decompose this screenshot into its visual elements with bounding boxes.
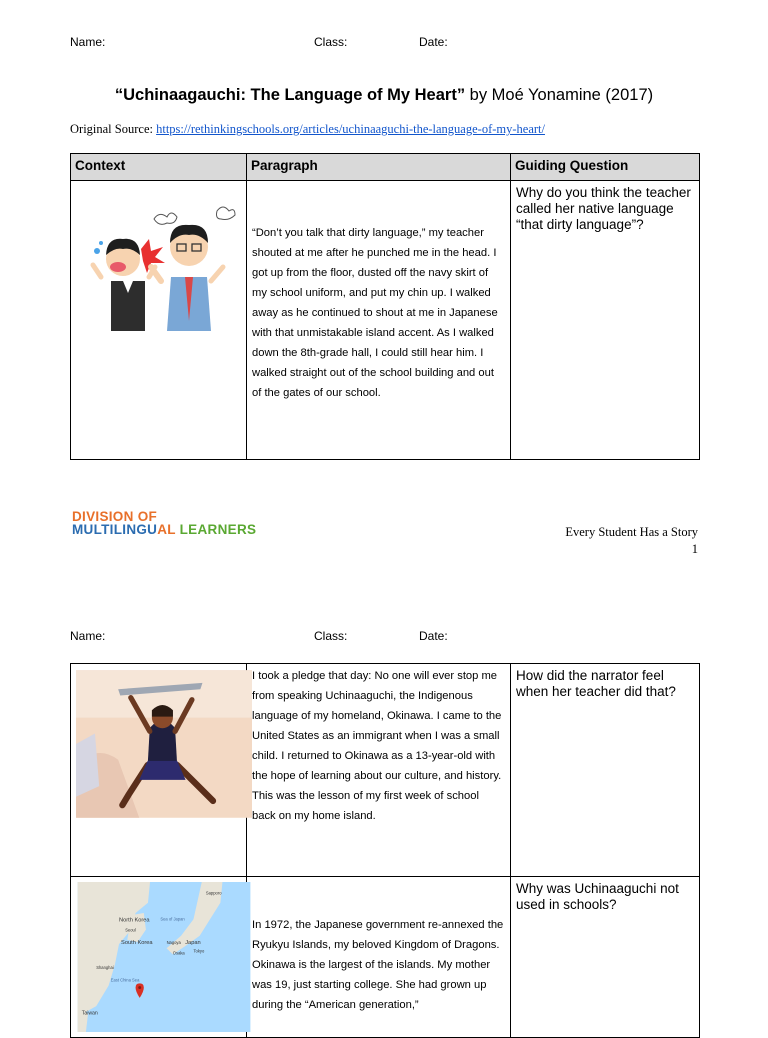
source-link[interactable]: https://rethinkingschools.org/articles/uchinaaguchi-the-language-of-my-heart/: [156, 122, 545, 136]
warrior-illustration: [76, 669, 252, 819]
map-label-seoul: Seoul: [125, 927, 136, 933]
table-row: [71, 181, 700, 460]
paragraph-text: I took a pledge that day: No one will ever stop me from speaking Uchinaaguchi, the Indigenous language of my homeland, Okinawa. I came to the United States as an immigrant when I was a small child. I returned to Okinawa as a 13-year-old with the hope of learning about our culture, and history. This was the lesson of my first week of school back on my home island.: [252, 670, 502, 822]
logo-part-b: AL: [157, 522, 180, 537]
class-label-2: Class:: [314, 629, 348, 643]
original-source: [70, 122, 545, 137]
source-label: Original Source:: [70, 122, 157, 136]
question-cell: [511, 181, 700, 460]
question-cell: [511, 877, 700, 1038]
title-bold: “Uchinaagauchi: The Language of My Heart”: [114, 86, 466, 104]
context-cell: [71, 664, 247, 877]
map-label-tokyo: Tokyo: [193, 948, 205, 954]
map-label-nagoya: Nagoya: [166, 940, 181, 946]
header-guiding-question: Guiding Question: [511, 154, 700, 181]
header-context: Context: [71, 154, 247, 181]
header-paragraph: Paragraph: [247, 154, 511, 181]
guiding-question-text: Why do you think the teacher called her native language “that dirty language”?: [516, 185, 691, 232]
page-number: 1: [691, 542, 698, 556]
page-footer: [565, 524, 698, 558]
guiding-question-text: How did the narrator feel when her teacher did that?: [516, 668, 676, 699]
paragraph-cell: [247, 181, 511, 460]
class-label: Class:: [314, 35, 348, 49]
map-label-sea-of-japan: Sea of Japan: [160, 916, 185, 922]
logo-multilingual-learners: [72, 522, 256, 537]
worksheet-table-2: [70, 663, 700, 1038]
date-label: Date:: [419, 35, 448, 49]
map-label-sapporo: Sapporo: [205, 890, 222, 896]
east-asia-map: [76, 882, 252, 1032]
name-label: Name:: [70, 35, 106, 49]
paragraph-cell: [247, 877, 511, 1038]
context-cell: [71, 181, 247, 460]
footer-text: Every Student Has a Story: [565, 525, 698, 539]
title-author: by Moé Yonamine (2017): [465, 86, 654, 104]
teacher-student-illustration: [71, 181, 247, 454]
date-label-2: Date:: [419, 629, 448, 643]
table-row: [71, 877, 700, 1038]
question-cell: [511, 664, 700, 877]
map-label-shanghai: Shanghai: [96, 964, 114, 970]
paragraph-text: “Don’t you talk that dirty language,” my teacher shouted at me after he punched me in the head. I got up from the floor, dusted off the navy skirt of my school uniform, and put my chin up. I walked away as he continued to shout at me in Japanese with that unmistakable island accent. As I walked down the 8th-grade hall, I could still hear him. I walked straight out of the school building and out of the gates of our school.: [252, 227, 498, 399]
logo-part-a: MULTILINGU: [72, 522, 158, 537]
page-title: [0, 86, 768, 105]
name-label-2: Name:: [70, 629, 106, 643]
logo-division-of: DIVISION OF: [72, 509, 158, 524]
map-label-east-china-sea: East China Sea: [110, 977, 140, 983]
paragraph-text: In 1972, the Japanese government re-annexed the Ryukyu Islands, my beloved Kingdom of Dragons. Okinawa is the largest of the islands. My mother was 19, just starting college. She had grown up during the “American generation,”: [252, 919, 504, 1011]
map-label-taiwan: Taiwan: [81, 1010, 98, 1017]
table-row: [71, 664, 700, 877]
table-header-row: [71, 154, 700, 181]
paragraph-cell: [247, 664, 511, 877]
context-cell: [71, 877, 247, 1038]
guiding-question-text: Why was Uchinaaguchi not used in schools?: [516, 881, 679, 912]
logo-part-c: LEARNERS: [179, 522, 257, 537]
worksheet-table-1: [70, 153, 700, 460]
map-label-osaka: Osaka: [172, 950, 185, 956]
map-label-north-korea: North Korea: [119, 917, 150, 924]
map-label-japan: Japan: [185, 940, 201, 947]
map-label-south-korea: South Korea: [121, 940, 153, 947]
teacher-figure: [151, 207, 235, 331]
